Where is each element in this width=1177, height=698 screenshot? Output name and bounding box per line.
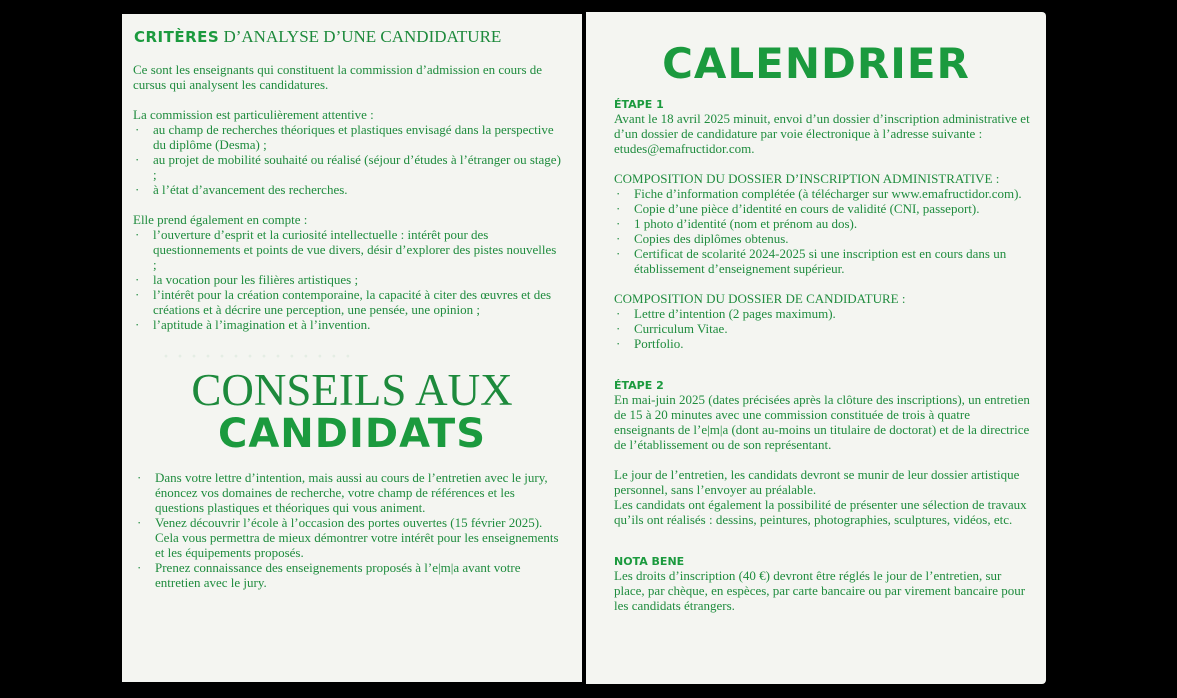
nota-text: Les droits d’inscription (40 €) devront être réglés le jour de l’entretien, sur place, par chèque, en espèces, par carte bancaire ou par virement bancaire pour les candidats étrangers.	[614, 568, 1026, 613]
list-item: · Lettre d’intention (2 pages maximum).	[614, 306, 1030, 321]
conseils-title-line1: CONSEILS AUX	[191, 365, 513, 415]
attentive-intro: La commission est particulièrement attentive :	[133, 107, 374, 122]
inscription-list	[614, 186, 1030, 276]
list-item: · Prenez connaissance des enseignements proposés à l’e|m|a avant votre entretien avec le jury.	[135, 560, 563, 590]
criteres-body	[133, 62, 563, 332]
criteres-title-rest: D’ANALYSE D’UNE CANDIDATURE	[219, 27, 502, 46]
calendrier-body	[614, 98, 1030, 613]
etape1-label: ÉTAPE 1	[614, 98, 664, 111]
list-item: · au champ de recherches théoriques et plastiques envisagé dans la perspective du diplôme (Desma) ;	[133, 122, 563, 152]
list-item: · Curriculum Vitae.	[614, 321, 1030, 336]
left-page	[122, 14, 582, 682]
list-item: · Copie d’une pièce d’identité en cours de validité (CNI, passeport).	[614, 201, 1030, 216]
etape2-text: En mai-juin 2025 (dates précisées après la clôture des inscriptions), un entretien de 15 à 20 minutes avec une commission constituée de trois à quatre enseignants de l’e|m|a (dont au-moins un titulaire de doctorat) et de la directrice de l’établissement ou de son représentant.	[614, 392, 1030, 452]
compte-intro: Elle prend également en compte :	[133, 212, 308, 227]
criteres-intro: Ce sont les enseignants qui constituent la commission d’admission en cours de cursus qui analysent les candidatures.	[133, 62, 543, 92]
list-item: · Copies des diplômes obtenus.	[614, 231, 1030, 246]
list-item: · l’aptitude à l’imagination et à l’invention.	[133, 317, 563, 332]
conseils-list	[135, 470, 563, 590]
list-item: · Dans votre lettre d’intention, mais aussi au cours de l’entretien avec le jury, énoncez vos domaines de recherche, votre champ de références et les questions plastiques et théoriques qui vous animent.	[135, 470, 563, 515]
calendrier-title: CALENDRIER	[662, 39, 970, 88]
conseils-body	[135, 470, 563, 590]
criteres-title	[134, 27, 501, 47]
right-page	[586, 12, 1046, 684]
candidature-list	[614, 306, 1030, 351]
list-item: · au projet de mobilité souhaité ou réalisé (séjour d’études à l’étranger ou stage) ;	[133, 152, 563, 182]
list-item: · à l’état d’avancement des recherches.	[133, 182, 563, 197]
attentive-list	[133, 122, 563, 197]
list-item: · Fiche d’information complétée (à télécharger sur www.emafructidor.com).	[614, 186, 1030, 201]
etape2-label: ÉTAPE 2	[614, 379, 664, 392]
list-item: · l’ouverture d’esprit et la curiosité intellectuelle : intérêt pour des questionnements et points de vue divers, désir d’explorer des pistes nouvelles ;	[133, 227, 563, 272]
list-item: · l’intérêt pour la création contemporaine, la capacité à citer des œuvres et des créations et à décrire une perception, une pensée, une opinion ;	[133, 287, 563, 317]
inscription-title: COMPOSITION DU DOSSIER D’INSCRIPTION ADMINISTRATIVE :	[614, 171, 1000, 186]
nota-label: NOTA BENE	[614, 555, 685, 568]
list-item: · la vocation pour les filières artistiques ;	[133, 272, 563, 287]
etape1-text: Avant le 18 avril 2025 minuit, envoi d’un dossier d’inscription administrative et d’un dossier de candidature par voie électronique à l’adresse suivante : etudes@emafructidor.com.	[614, 111, 1030, 156]
etape2-para3: Les candidats ont également la possibilité de présenter une sélection de travaux qu’ils ont réalisés : dessins, peintures, photographies, sculptures, vidéos, etc.	[614, 497, 1027, 527]
conseils-title-line2: CANDIDATS	[217, 411, 487, 457]
etape2-para2: Le jour de l’entretien, les candidats devront se munir de leur dossier artistique personnel, sans l’envoyer au préalable.	[614, 467, 1020, 497]
list-item: · Certificat de scolarité 2024-2025 si une inscription est en cours dans un établissement d’enseignement supérieur.	[614, 246, 1030, 276]
list-item: · 1 photo d’identité (nom et prénom au dos).	[614, 216, 1030, 231]
list-item: · Portfolio.	[614, 336, 1030, 351]
show-through-text: · · · · · · · · · · · · · ·	[162, 344, 352, 370]
candidature-title: COMPOSITION DU DOSSIER DE CANDIDATURE :	[614, 291, 906, 306]
compte-list	[133, 227, 563, 332]
list-item: · Venez découvrir l’école à l’occasion des portes ouvertes (15 février 2025). Cela vous permettra de mieux démontrer votre intérêt pour les enseignements et les équipements proposés.	[135, 515, 563, 560]
criteres-title-bold: CRITÈRES	[134, 28, 220, 46]
